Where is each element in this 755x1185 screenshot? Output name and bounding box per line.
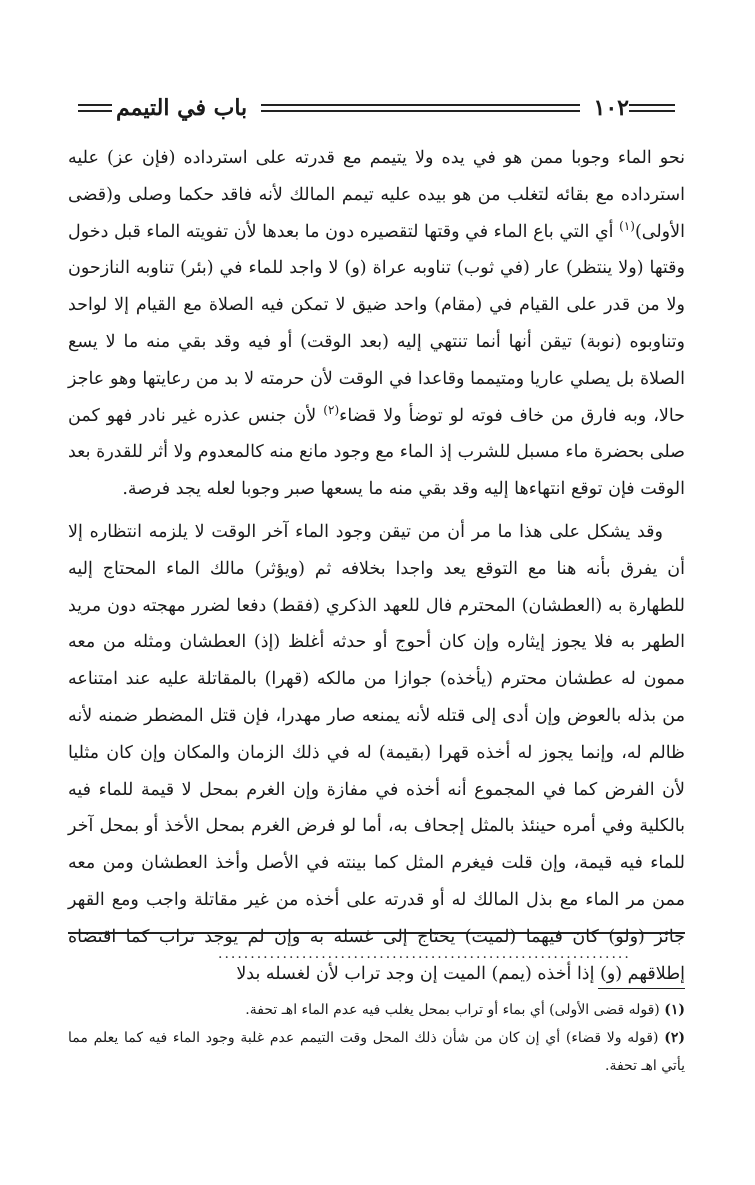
- footnote-ref-1[interactable]: (١): [619, 218, 635, 233]
- header-rule-middle: [261, 102, 579, 114]
- text-separator-line: [68, 932, 685, 934]
- footnote-1: [68, 996, 685, 1024]
- chapter-title: باب في التيمم: [116, 95, 248, 121]
- footnote-rule: [598, 988, 685, 989]
- footnote-1-text: (قوله قضى الأولى) أي بماء أو تراب بمحل يغلب فيه عدم الماء اهـ تحفة.: [245, 1002, 660, 1018]
- running-header: [68, 88, 685, 128]
- footnote-2-text: (قوله ولا قضاء) أي إن كان من شأن ذلك المحل وقت التيمم عدم غلبة وجود الماء فيه كما يعلم مما يأتي اهـ تحفة.: [68, 1030, 685, 1074]
- footnotes: [68, 996, 685, 1080]
- paragraph-2: وقد يشكل على هذا ما مر أن من تيقن وجود الماء آخر الوقت لا يلزمه انتظاره إلا أن يفرق بأنه هنا مع التوقع يعد واجدا بخلافه ثم (ويؤثر) مالك الماء المحتاج إليه للطهارة به (العطشان) المحترم فال للعهد الذكري (فقط) دفعا لضرر مهجته دون مريد الطهر به فلا يجوز إيثاره وإن كان أحوج أو حدثه أغلظ (إذ) العطشان ومثله من معه ممون له عطشان محترم (يأخذه) جوازا من مالكه (قهرا) بالمقاتلة عليه عند امتناعه من بذله بالعوض وإن أدى إلى قتله لأنه يمنعه صار مهدرا، فإن قتل المضطر ضمنه لأنه ظالم له، وإنما يجوز له أخذه قهرا (بقيمة) له في ذلك الزمان والمكان وإن كان مثليا لأن الفرض كما في المجموع أنه أخذه في مفازة وإن الغرم بمحل لا قيمة للماء فيه بالكلية وفي أمره حينئذ بالمثل إجحاف به، أما لو فرض الغرم بمحل الأخذ أو بمحل آخر للماء فيه قيمة، وإن قلت فيغرم المثل كما بينته في الأصل وأخذ العطشان ومن معه ممن مر الماء مع بذل المالك له أو قدرته على أخذه من غير مقاتلة واجب ومع القهر جائز (ولو) كان فيهما (لميت) يحتاج إلى غسله به وإن لم يوجد تراب كما اقتضاه إطلاقهم (و) إذا أخذه (يمم) الميت إن وجد تراب لأن لغسله بدلا: [68, 521, 685, 984]
- paragraph-1-part-c: لأن جنس عذره غير نادر فهو كمن صلى بحضرة ماء مسبل للشرب إذ الماء مع وجود مانع منه كالمعدوم ولا أثر للقدرة بعد الوقت فإن توقع انتهاءها إليه وقد بقي منه ما يسعها صبر وجوبا لعله يجد فرصة.: [68, 405, 685, 500]
- footnote-2-mark: (٢): [664, 1030, 685, 1046]
- footnote-1-mark: (١): [664, 1002, 685, 1018]
- main-text: [68, 140, 685, 992]
- paragraph-1-part-b: أي التي باع الماء في وقتها لتقصيره دون ما بعدها لأن تفويته الماء قبل دخول وقتها (ولا ينتظر) عار (في ثوب) تناوبه عراة (و) لا واجد للماء في (بئر) تناوبه النازحون ولا من قدر على القيام في (مقام) واحد ضيق لا تمكن فيه الصلاة مع القيام إلا لواحد وتناوبوه (نوبة) تيقن أنها أنما تنتهي إليه (بعد الوقت) أو فيه وقد بقي منه ما لا يسع الصلاة بل يصلي عاريا ومتيمما وقاعدا في الوقت لأن حرمته لا بد من رعايتها وهو عاجز حالا، وبه فارق من خاف فوته لو توضأ ولا قضاء: [68, 221, 685, 426]
- footnote-2: [68, 1024, 685, 1080]
- page-number: ١٠٢: [593, 95, 629, 121]
- footnote-ref-2[interactable]: (٢): [323, 402, 340, 417]
- header-rule-right: [629, 102, 675, 114]
- header-rule-left: [78, 102, 112, 114]
- paragraph-1: [68, 140, 685, 508]
- paragraph-1-part-a: نحو الماء وجوبا ممن هو في يده ولا يتيمم مع قدرته على استرداده (فإن عز) عليه استرداده مع بقائه لتغلب من هو بيده عليه تيمم المالك لأنه فاقد حكما وصلى و(قضى الأولى): [68, 148, 685, 242]
- dotted-separator: ................................................................: [218, 946, 631, 962]
